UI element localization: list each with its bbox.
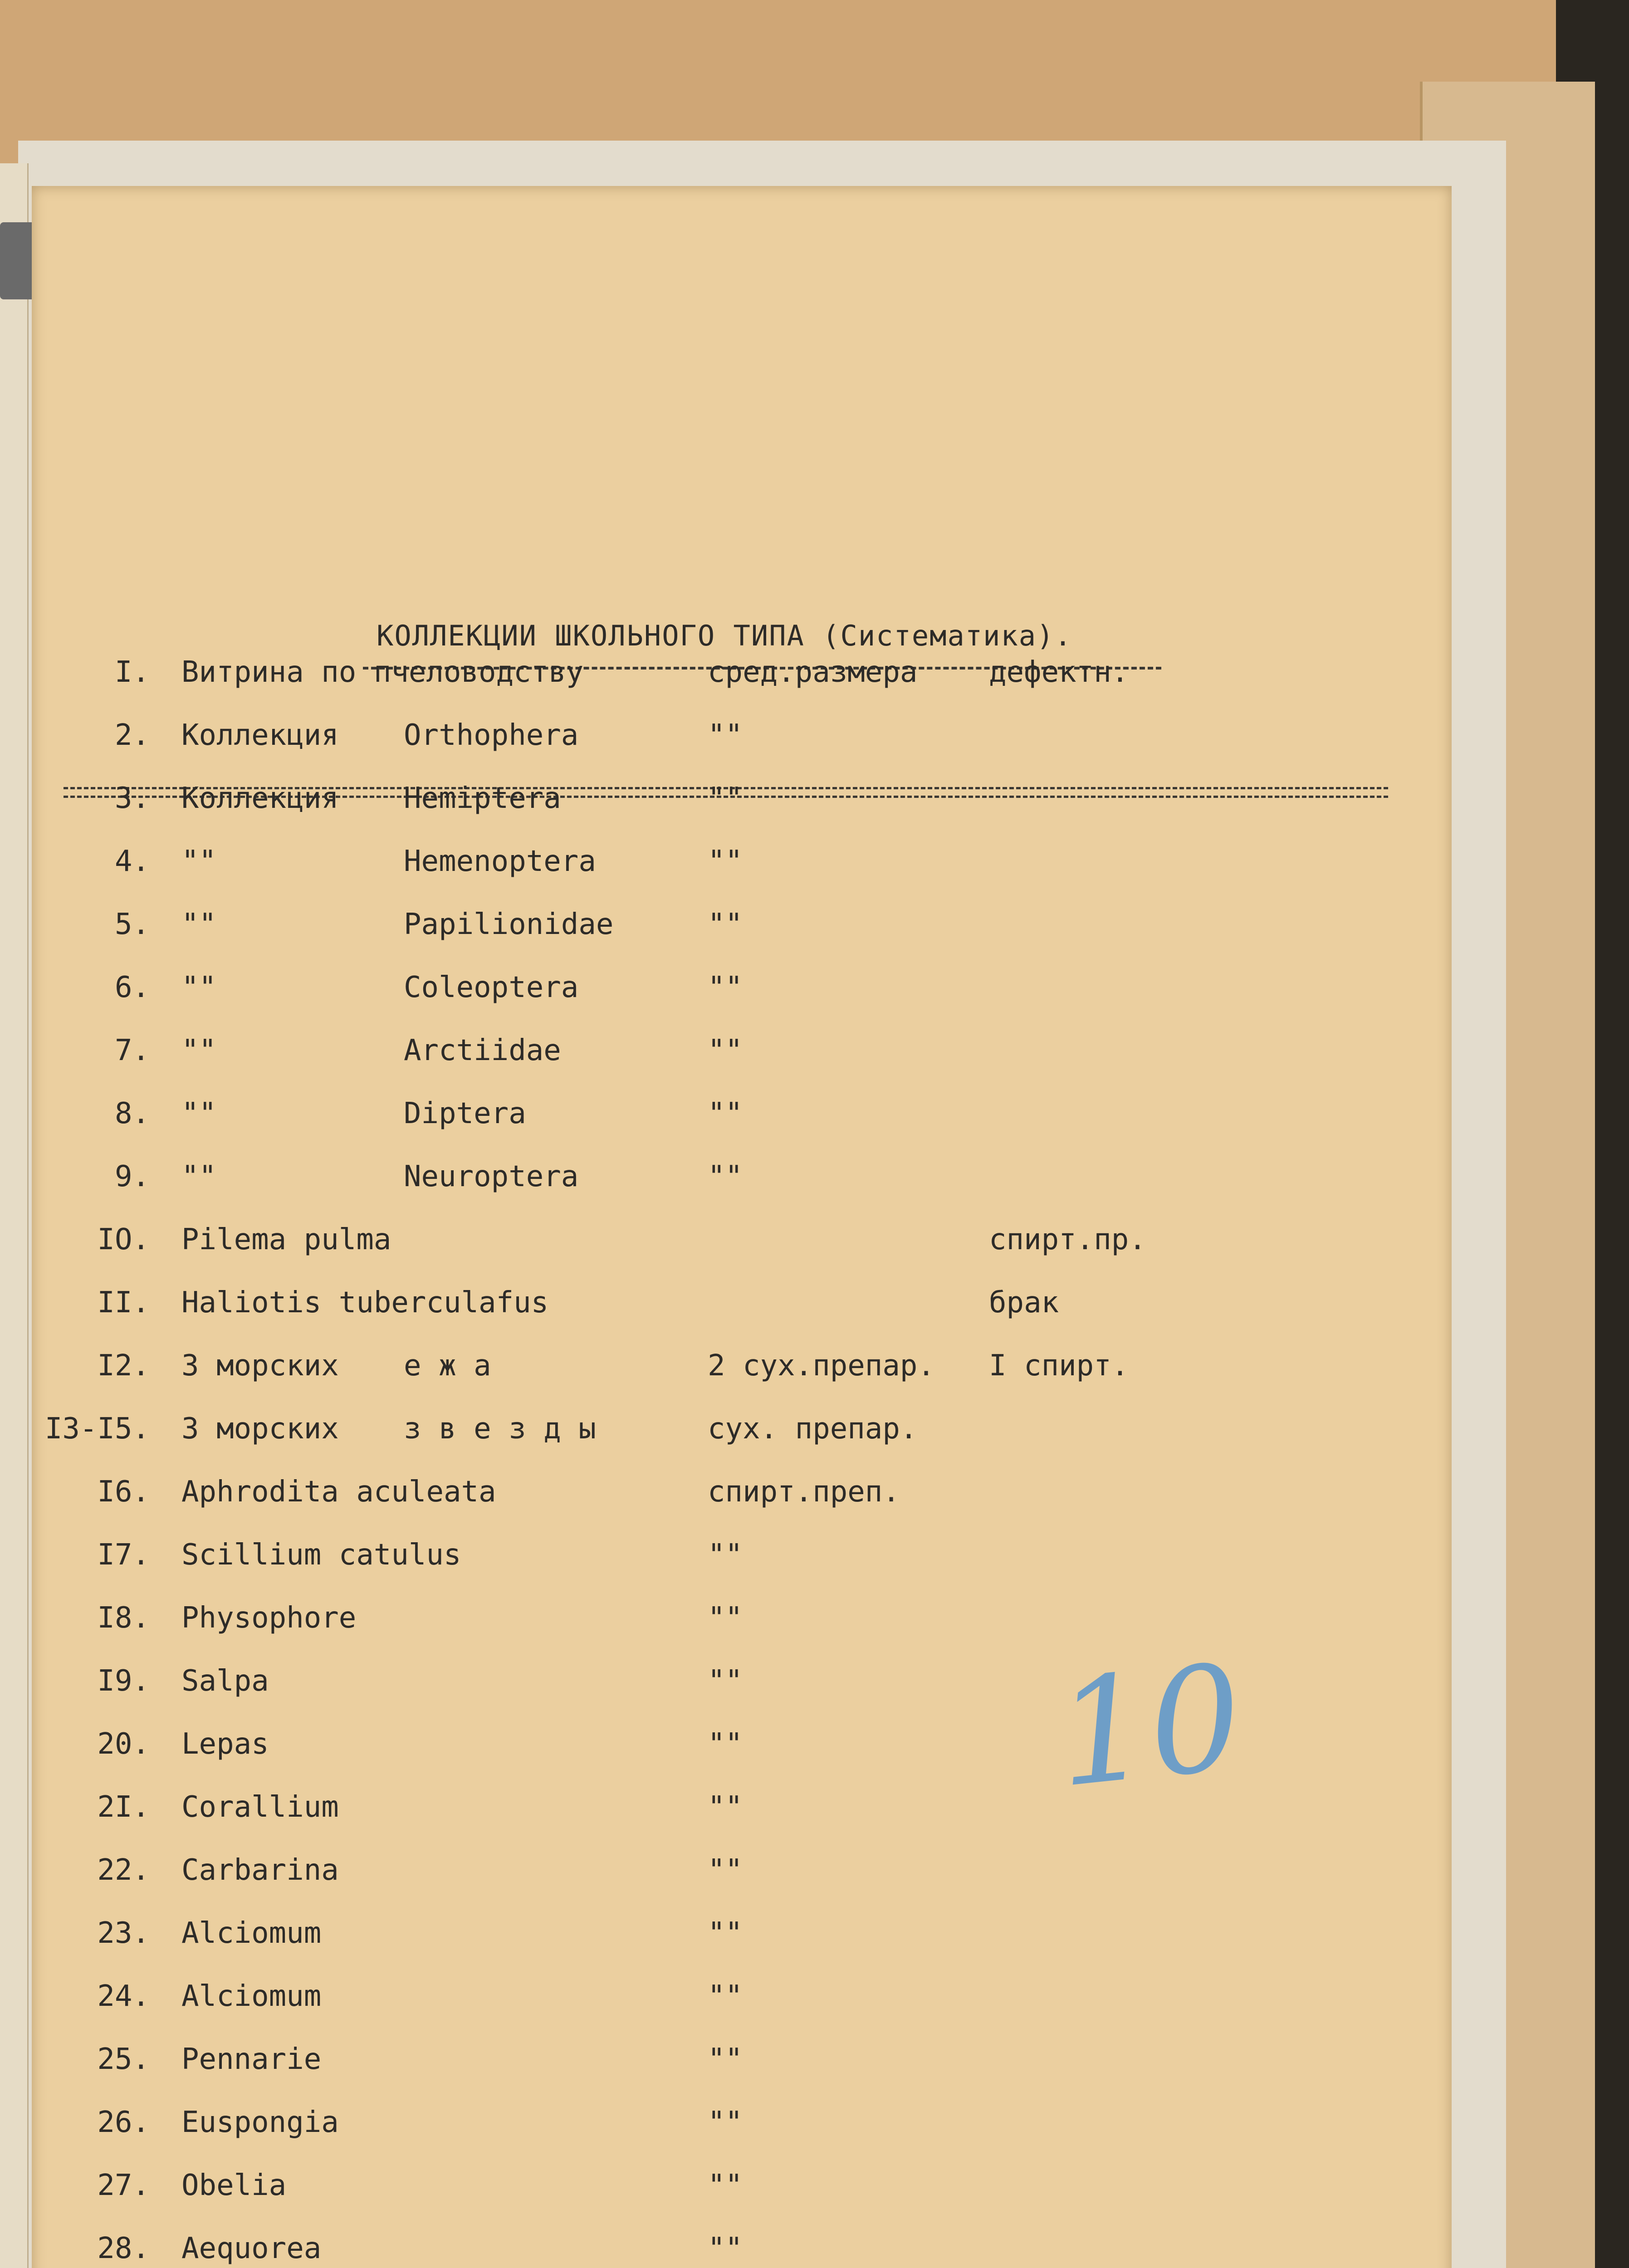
row-cell-c3: "" [708, 1034, 743, 1067]
table-row [32, 2106, 1452, 2142]
table-row [32, 908, 1452, 944]
table-row [32, 2043, 1452, 2079]
binding-strip [0, 163, 29, 2268]
row-number: 23. [97, 1916, 150, 1950]
row-cell-c1: Витрина по пчеловодству [181, 655, 584, 689]
row-number: I6. [97, 1475, 150, 1509]
row-cell-c3: "" [708, 1538, 743, 1572]
row-cell-c4: брак [989, 1286, 1059, 1320]
row-number: 8. [114, 1097, 150, 1130]
row-number: 25. [97, 2043, 150, 2076]
row-cell-c1: Aequorea [181, 2232, 322, 2265]
row-cell-c1: Salpa [181, 1664, 269, 1698]
row-cell-c2: Orthophera [404, 719, 579, 752]
row-number: I8. [97, 1601, 150, 1635]
row-cell-c1: 3 морских [181, 1412, 339, 1446]
row-cell-c3: сред.размера [708, 655, 918, 689]
row-cell-c4: дефектн. [989, 655, 1129, 689]
page-title: КОЛЛЕКЦИИ ШКОЛЬНОГО ТИПА (Систематика). [377, 619, 1072, 652]
row-cell-c3: "" [708, 1790, 743, 1824]
row-cell-c1: Alciomum [181, 1980, 322, 2013]
row-cell-c1: Коллекция [181, 719, 339, 752]
row-cell-c2: е ж а [404, 1349, 491, 1383]
row-number: 3. [114, 782, 150, 815]
table-row [32, 1034, 1452, 1070]
row-cell-c1: Aphrodita aculeata [181, 1475, 496, 1509]
row-cell-c3: "" [708, 1980, 743, 2013]
row-cell-c1: Euspongia [181, 2106, 339, 2139]
row-cell-c1: Physophore [181, 1601, 357, 1635]
row-number: 2. [114, 719, 150, 752]
row-cell-c4: спирт.пр. [989, 1223, 1146, 1256]
row-cell-c3: "" [708, 1097, 743, 1130]
table-row [32, 845, 1452, 881]
table-row [32, 1223, 1452, 1259]
table-row [32, 1853, 1452, 1890]
row-cell-c3: "" [708, 1727, 743, 1761]
row-cell-c3: "" [708, 908, 743, 941]
row-cell-c2: Arctiidae [404, 1034, 561, 1067]
table-row [32, 1349, 1452, 1385]
row-cell-c3: "" [708, 782, 743, 815]
table-row [32, 655, 1452, 692]
row-cell-c1: Scillium catulus [181, 1538, 461, 1572]
table-row [32, 1601, 1452, 1637]
row-cell-c1: Pennarie [181, 2043, 322, 2076]
row-cell-c2: Coleoptera [404, 971, 579, 1004]
row-cell-c3: "" [708, 1916, 743, 1950]
row-number: 6. [114, 971, 150, 1004]
row-cell-c1: Carbarina [181, 1853, 339, 1887]
table-row [32, 1916, 1452, 1953]
table-row [32, 1475, 1452, 1511]
table-row [32, 2232, 1452, 2268]
row-cell-c3: 2 сух.препар. [708, 1349, 935, 1383]
row-cell-c4: I спирт. [989, 1349, 1129, 1383]
row-cell-c1: "" [181, 1034, 217, 1067]
row-number: II. [97, 1286, 150, 1320]
table-row [32, 719, 1452, 755]
row-cell-c1: "" [181, 1160, 217, 1193]
table-row [32, 782, 1452, 818]
typed-page [32, 186, 1452, 2268]
table-row [32, 971, 1452, 1007]
row-number: 20. [97, 1727, 150, 1761]
row-cell-c3: сух. препар. [708, 1412, 918, 1446]
row-number: I2. [97, 1349, 150, 1383]
row-cell-c3: "" [708, 2106, 743, 2139]
row-cell-c3: "" [708, 2169, 743, 2202]
table-row [32, 1980, 1452, 2016]
row-cell-c3: "" [708, 1853, 743, 1887]
row-cell-c1: Pilema pulma [181, 1223, 391, 1256]
table-row [32, 2169, 1452, 2205]
row-cell-c1: Lepas [181, 1727, 269, 1761]
row-cell-c1: Corallium [181, 1790, 339, 1824]
row-cell-c3: "" [708, 1601, 743, 1635]
row-cell-c1: 3 морских [181, 1349, 339, 1383]
row-cell-c1: Alciomum [181, 1916, 322, 1950]
row-cell-c2: Hemiptera [404, 782, 561, 815]
row-cell-c1: "" [181, 1097, 217, 1130]
row-cell-c3: "" [708, 971, 743, 1004]
table-row [32, 1412, 1452, 1448]
row-number: 28. [97, 2232, 150, 2265]
row-number: IO. [97, 1223, 150, 1256]
row-cell-c1: "" [181, 908, 217, 941]
handwritten-note: 10 [1048, 1633, 1250, 1820]
row-cell-c3: "" [708, 719, 743, 752]
row-number: I9. [97, 1664, 150, 1698]
row-number: 27. [97, 2169, 150, 2202]
table-row [32, 1160, 1452, 1196]
row-cell-c1: "" [181, 971, 217, 1004]
table-row [32, 1538, 1452, 1574]
row-cell-c3: "" [708, 1160, 743, 1193]
row-cell-c3: "" [708, 1664, 743, 1698]
row-cell-c1: Obelia [181, 2169, 287, 2202]
row-number: 22. [97, 1853, 150, 1887]
row-number: 9. [114, 1160, 150, 1193]
row-cell-c2: Papilionidae [404, 908, 614, 941]
row-cell-c3: "" [708, 845, 743, 878]
table-row [32, 1097, 1452, 1133]
row-number: 26. [97, 2106, 150, 2139]
row-cell-c3: "" [708, 2043, 743, 2076]
row-number: 2I. [97, 1790, 150, 1824]
row-cell-c3: спирт.преп. [708, 1475, 900, 1509]
row-cell-c2: Diptera [404, 1097, 526, 1130]
row-cell-c1: Haliotis tuberculafus [181, 1286, 549, 1320]
row-cell-c2: з в е з д ы [404, 1412, 596, 1446]
row-number: 24. [97, 1980, 150, 2013]
row-number: I7. [97, 1538, 150, 1572]
row-cell-c2: Hemenoptera [404, 845, 596, 878]
row-number: 5. [114, 908, 150, 941]
row-cell-c3: "" [708, 2232, 743, 2265]
row-number: 7. [114, 1034, 150, 1067]
row-cell-c1: Коллекция [181, 782, 339, 815]
row-cell-c2: Neuroptera [404, 1160, 579, 1193]
table-row [32, 1286, 1452, 1322]
row-number: 4. [114, 845, 150, 878]
row-cell-c1: "" [181, 845, 217, 878]
row-number: I. [114, 655, 150, 689]
row-number: I3-I5. [44, 1412, 150, 1446]
